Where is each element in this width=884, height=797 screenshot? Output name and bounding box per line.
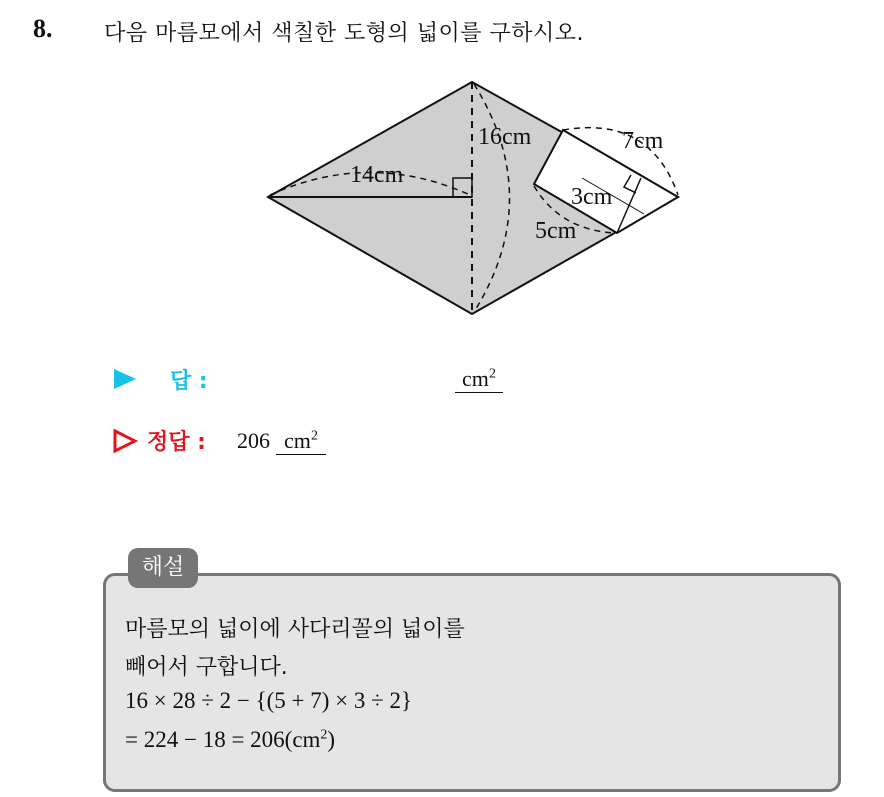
answer-arrow-icon <box>112 367 138 391</box>
answer-unit-exp: 2 <box>488 366 496 382</box>
correct-unit: cm <box>284 428 311 453</box>
answer-label: 답 : <box>170 369 208 394</box>
solution-line-2: 빼어서 구합니다. <box>125 655 288 680</box>
solution-line-4 <box>125 727 335 753</box>
solution-line-3: 16 × 28 ÷ 2 − {(5 + 7) × 3 ÷ 2} <box>125 688 413 713</box>
solution-line-4-post: ) <box>327 727 336 752</box>
correct-unit-field <box>276 428 326 455</box>
label-16cm: 16cm <box>478 124 532 150</box>
solution-box <box>103 573 841 792</box>
solution-line-4-exp: 2 <box>320 727 328 743</box>
solution-tab: 해설 <box>128 548 198 588</box>
correct-value: 206 <box>237 428 270 453</box>
label-14cm: 14cm <box>350 162 404 188</box>
rhombus-figure <box>0 0 884 340</box>
solution-line-4-pre: = 224 − 18 = 206(cm <box>125 727 321 752</box>
label-3cm: 3cm <box>571 184 613 210</box>
correct-label: 정답 : <box>147 430 206 455</box>
question-number: 8. <box>33 14 53 43</box>
label-7cm: 7cm <box>622 128 664 154</box>
answer-unit: cm <box>462 366 489 391</box>
answer-input[interactable] <box>455 366 503 393</box>
solution-line-1: 마름모의 넓이에 사다리꼴의 넓이를 <box>125 617 465 642</box>
question-text: 다음 마름모에서 색칠한 도형의 넓이를 구하시오. <box>104 21 585 46</box>
correct-unit-exp: 2 <box>310 428 318 444</box>
correct-arrow-icon <box>112 428 138 454</box>
label-5cm: 5cm <box>535 218 577 244</box>
